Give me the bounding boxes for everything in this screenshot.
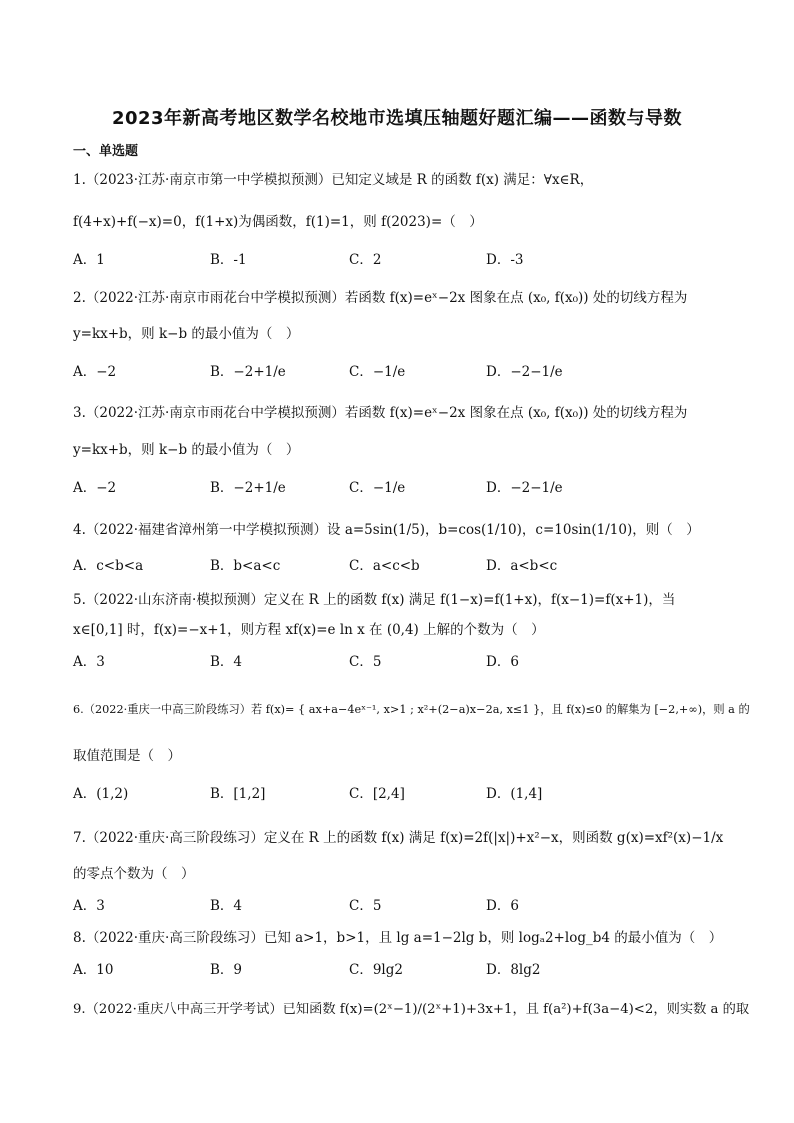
question-7-line-1: 7.（2022·重庆·高三阶段练习）定义在 R 上的函数 f(x) 满足 f(x)=2f(|x|)+x²−x，则函数 g(x)=xf²(x)−1/x <box>73 830 724 846</box>
question-2-option-c: C．−1/e <box>349 364 406 380</box>
question-3-option-b: B．−2+1/e <box>210 480 286 496</box>
question-7-option-c: C．5 <box>349 898 382 914</box>
question-1-options <box>73 250 733 270</box>
question-7-option-d: D．6 <box>486 898 519 914</box>
question-4-option-b: B．b<a<c <box>210 558 281 574</box>
question-5-option-c: C．5 <box>349 654 382 670</box>
question-1-line-1: 1.（2023·江苏·南京市第一中学模拟预测）已知定义域是 R 的函数 f(x) 满足：∀x∈R， <box>73 172 594 188</box>
question-2-option-a: A．−2 <box>73 364 117 380</box>
question-2-option-b: B．−2+1/e <box>210 364 286 380</box>
question-7-options <box>73 896 733 916</box>
section-heading: 一、单选题 <box>73 144 139 159</box>
question-5-option-a: A．3 <box>73 654 105 670</box>
question-5-options <box>73 652 733 672</box>
question-3-option-a: A．−2 <box>73 480 117 496</box>
question-6-line-2: 取值范围是（ ） <box>73 748 181 764</box>
question-7-option-b: B．4 <box>210 898 243 914</box>
question-1-option-c: C．2 <box>349 252 382 268</box>
question-6-option-a: A．(1,2) <box>73 786 129 802</box>
question-2-line-1: 2.（2022·江苏·南京市雨花台中学模拟预测）若函数 f(x)=eˣ−2x 图象在点 (x₀, f(x₀)) 处的切线方程为 <box>73 290 688 306</box>
question-3-option-d: D．−2−1/e <box>486 480 563 496</box>
question-7-option-a: A．3 <box>73 898 105 914</box>
question-6-option-c: C．[2,4] <box>349 786 405 802</box>
question-5-line-2: x∈[0,1] 时，f(x)=−x+1，则方程 xf(x)=e ln x 在 (0,4) 上解的个数为（ ） <box>73 622 545 638</box>
question-1-option-b: B．-1 <box>210 252 247 268</box>
question-6-option-b: B．[1,2] <box>210 786 266 802</box>
question-3-options <box>73 478 733 498</box>
question-4-line-1: 4.（2022·福建省漳州第一中学模拟预测）设 a=5sin(1/5)，b=cos(1/10)，c=10sin(1/10)，则（ ） <box>73 522 700 538</box>
question-8-options <box>73 960 733 980</box>
question-1-option-a: A．1 <box>73 252 105 268</box>
question-8-option-d: D．8lg2 <box>486 962 541 978</box>
document-title: 2023年新高考地区数学名校地市选填压轴题好题汇编——函数与导数 <box>111 108 683 129</box>
question-2-options <box>73 362 733 382</box>
question-4-options <box>73 556 733 576</box>
question-8-line-1: 8.（2022·重庆·高三阶段练习）已知 a>1，b>1，且 lg a=1−2lg b，则 logₐ2+log_b4 的最小值为（ ） <box>73 930 723 946</box>
question-5-option-b: B．4 <box>210 654 243 670</box>
question-7-line-2: 的零点个数为（ ） <box>73 866 195 882</box>
question-1-line-2: f(4+x)+f(−x)=0，f(1+x)为偶函数，f(1)=1，则 f(2023)=（ ） <box>73 214 483 230</box>
question-3-line-2: y=kx+b，则 k−b 的最小值为（ ） <box>73 442 300 458</box>
question-2-option-d: D．−2−1/e <box>486 364 563 380</box>
question-4-option-d: D．a<b<c <box>486 558 558 574</box>
question-8-option-b: B．9 <box>210 962 243 978</box>
question-6-line-1: 6.（2022·重庆一中高三阶段练习）若 f(x)= { ax+a−4eˣ⁻¹, x>1 ; x²+(2−a)x−2a, x≤1 }，且 f(x)≤0 的解集为 [−2,+∞)，则 a 的 <box>73 703 750 716</box>
question-2-line-2: y=kx+b，则 k−b 的最小值为（ ） <box>73 326 300 342</box>
question-6-option-d: D．(1,4] <box>486 786 543 802</box>
question-8-option-c: C．9lg2 <box>349 962 403 978</box>
question-8-option-a: A．10 <box>73 962 114 978</box>
question-3-option-c: C．−1/e <box>349 480 406 496</box>
question-1-option-d: D．-3 <box>486 252 524 268</box>
question-5-option-d: D．6 <box>486 654 519 670</box>
question-5-line-1: 5.（2022·山东济南·模拟预测）定义在 R 上的函数 f(x) 满足 f(1−x)=f(1+x)，f(x−1)=f(x+1)，当 <box>73 592 676 608</box>
question-4-option-c: C．a<c<b <box>349 558 420 574</box>
question-4-option-a: A．c<b<a <box>73 558 144 574</box>
question-3-line-1: 3.（2022·江苏·南京市雨花台中学模拟预测）若函数 f(x)=eˣ−2x 图象在点 (x₀, f(x₀)) 处的切线方程为 <box>73 405 688 421</box>
question-6-options <box>73 784 733 804</box>
question-9-line-1: 9.（2022·重庆八中高三开学考试）已知函数 f(x)=(2ˣ−1)/(2ˣ+1)+3x+1，且 f(a²)+f(3a−4)<2，则实数 a 的取 <box>73 1002 750 1017</box>
